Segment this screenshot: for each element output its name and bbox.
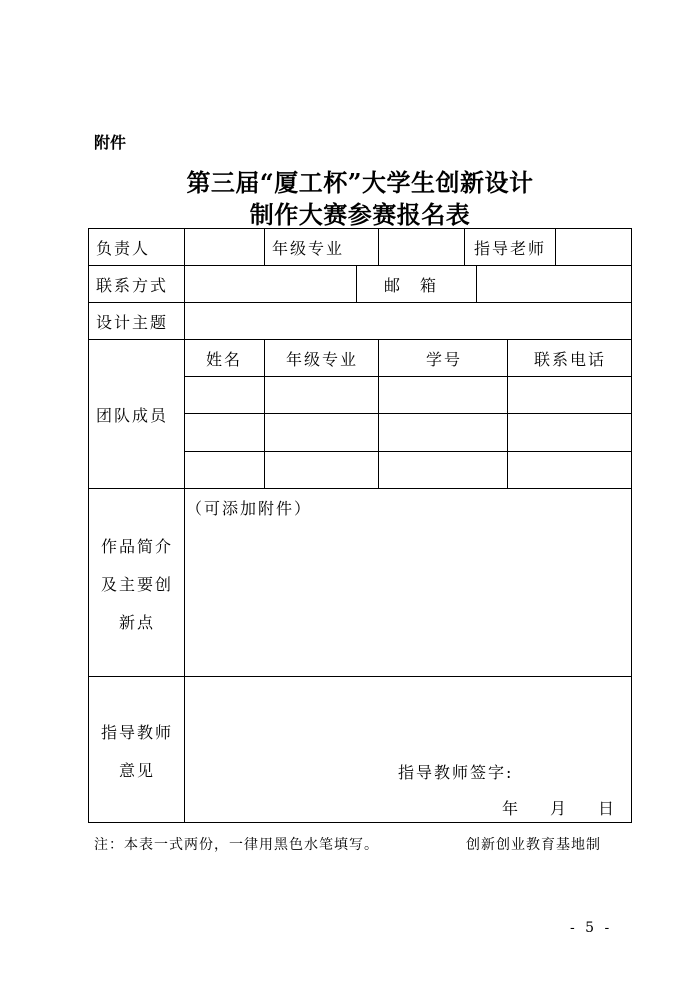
work-intro-label xyxy=(94,528,180,642)
design-theme-label: 设计主题 xyxy=(96,313,169,332)
team-header-student-id: 学号 xyxy=(426,350,463,369)
email-label: 邮 箱 xyxy=(384,276,439,295)
footer-note: 注：本表一式两份，一律用黑色水笔填写。 xyxy=(94,837,379,853)
form-title-line-1: 第三届“厦工杯”大学生创新设计 xyxy=(186,168,534,197)
attachment-hint: （可添加附件） xyxy=(186,499,313,518)
signature-date: 年 月 日 xyxy=(502,799,615,818)
attachment-label: 附件 xyxy=(94,133,127,152)
team-header-grade-major: 年级专业 xyxy=(286,350,359,369)
registration-form-table xyxy=(88,228,632,823)
team-header-name: 姓名 xyxy=(206,350,243,369)
advisor-signature-label: 指导教师签字: xyxy=(398,763,514,782)
advisor-label: 指导老师 xyxy=(474,239,547,258)
advisor-opinion-label-line: 意见 xyxy=(118,761,155,780)
footer-maker: 创新创业教育基地制 xyxy=(466,837,601,853)
contact-label: 联系方式 xyxy=(96,276,169,295)
advisor-opinion-label-line: 指导教师 xyxy=(100,723,173,742)
advisor-opinion-label xyxy=(94,714,180,790)
work-intro-label-line: 新点 xyxy=(118,613,155,632)
work-intro-label-line: 及主要创 xyxy=(100,575,173,594)
grade-major-label: 年级专业 xyxy=(272,239,345,258)
team-members-label: 团队成员 xyxy=(96,406,169,425)
leader-label: 负责人 xyxy=(96,239,151,258)
page-number: - 5 - xyxy=(570,920,613,936)
form-title-line-2: 制作大赛参赛报名表 xyxy=(249,200,471,229)
team-header-phone: 联系电话 xyxy=(534,350,607,369)
work-intro-label-line: 作品简介 xyxy=(100,537,173,556)
